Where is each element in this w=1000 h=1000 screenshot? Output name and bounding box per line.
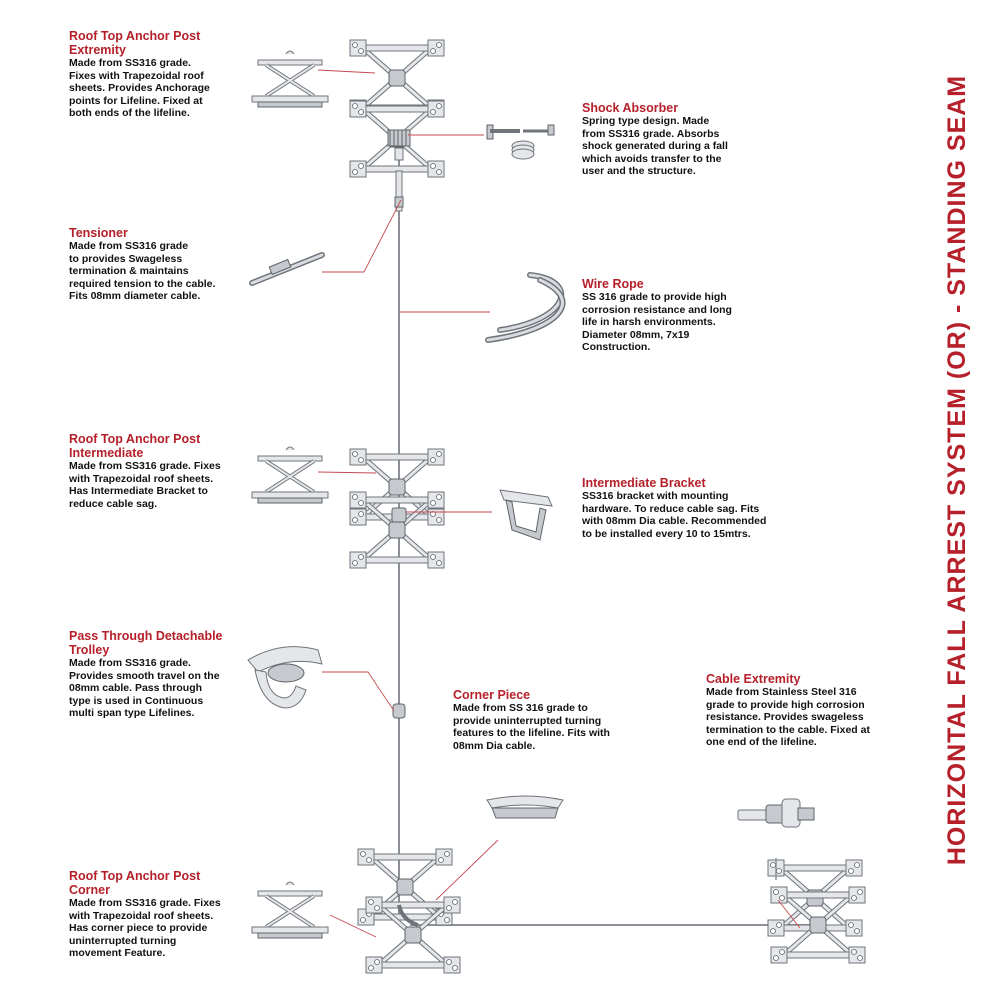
trolley-title-line2: Trolley xyxy=(69,643,110,657)
wire-rope-text-line: Construction. xyxy=(582,341,651,354)
cable-extremity-text-line: resistance. Provides swageless xyxy=(706,711,864,724)
vertical-page-title: HORIZONTAL FALL ARREST SYSTEM (OR) - STANDING SEAM xyxy=(943,74,971,866)
corner-piece-text-line: Made from SS 316 grade to xyxy=(453,702,588,714)
corner-post-lower-view xyxy=(366,897,460,973)
extremity-post-title-line2: Extremity xyxy=(69,43,126,57)
intermediate-post-title-line1: Roof Top Anchor Post xyxy=(69,432,201,446)
cable-extremity-text-line: Made from Stainless Steel 316 xyxy=(706,686,857,698)
wire-rope-text-line: corrosion resistance and long xyxy=(582,303,732,316)
trolley-text-line: Made from SS316 grade. xyxy=(69,657,191,669)
corner-post-text-line: Made from SS316 grade. Fixes xyxy=(69,897,221,909)
leader-tensioner xyxy=(322,200,401,272)
trolley-text-line: type is used in Continuous xyxy=(69,694,204,707)
shock-absorber-text-line: user and the structure. xyxy=(582,165,696,178)
intermediate-bracket-inline xyxy=(392,508,406,522)
wire-rope-title: Wire Rope xyxy=(582,277,644,291)
intermediate-post-text-line: reduce cable sag. xyxy=(69,497,158,510)
intermediate-bracket-text-line: to be installed every 10 to 15mtrs. xyxy=(582,527,751,540)
corner-post-text-line: uninterrupted turning xyxy=(69,934,177,947)
tensioner-title: Tensioner xyxy=(69,226,128,240)
wire-rope-text-line: life in harsh environments. xyxy=(582,316,716,329)
shock-absorber-picture xyxy=(487,125,554,159)
shock-absorber-text-line: Spring type design. Made xyxy=(582,115,710,127)
trolley-inline xyxy=(393,704,405,718)
extremity-post-text-line: points for Lifeline. Fixed at xyxy=(69,94,203,107)
cable-extremity-text-line: grade to provide high corrosion xyxy=(706,698,865,711)
shock-absorber-text-line: shock generated during a fall xyxy=(582,140,728,153)
corner-post-title-line1: Roof Top Anchor Post xyxy=(69,869,201,883)
wire-rope-text-line: SS 316 grade to provide high xyxy=(582,291,727,303)
corner-piece-description xyxy=(453,688,653,752)
cable-extremity-title: Cable Extremity xyxy=(706,672,801,686)
corner-post-description xyxy=(69,869,269,960)
tensioner-description xyxy=(69,226,269,303)
leader-intermediate-post xyxy=(318,472,376,473)
trolley-title-line1: Pass Through Detachable xyxy=(69,629,223,643)
intermediate-bracket-text-line: with 08mm Dia cable. Recommended xyxy=(582,515,767,528)
shock-absorber-inline xyxy=(388,130,410,160)
extremity-post-text-line: Fixes with Trapezoidal roof xyxy=(69,69,204,82)
intermediate-post-title-line2: Intermediate xyxy=(69,446,144,460)
tensioner-text-line: Made from SS316 grade xyxy=(69,240,189,252)
wire-rope-text-line: Diameter 08mm, 7x19 xyxy=(582,328,690,341)
corner-post-text-line: movement Feature. xyxy=(69,947,166,960)
extremity-post-description xyxy=(69,29,269,120)
intermediate-bracket-text-line: hardware. To reduce cable sag. Fits xyxy=(582,502,760,515)
tensioner-inline xyxy=(395,171,403,211)
leader-trolley xyxy=(322,672,394,711)
tensioner-text-line: Fits 08mm diameter cable. xyxy=(69,290,201,303)
extremity-post-title-line1: Roof Top Anchor Post xyxy=(69,29,201,43)
corner-piece-text-line: provide uninterrupted turning xyxy=(453,714,602,727)
cable-extremity-text-line: termination to the cable. Fixed at xyxy=(706,723,870,736)
intermediate-post-text-line: with Trapezoidal roof sheets. xyxy=(69,472,214,485)
intermediate-bracket-text-line: SS316 bracket with mounting xyxy=(582,490,729,502)
tensioner-text-line: to provides Swageless xyxy=(69,252,183,265)
shock-absorber-text-line: from SS316 grade. Absorbs xyxy=(582,127,720,140)
corner-piece-text-line: 08mm Dia cable. xyxy=(453,739,536,752)
shock-absorber-text-line: which avoids transfer to the xyxy=(582,152,722,165)
cable-extremity-text-line: one end of the lifeline. xyxy=(706,736,817,749)
trolley-text-line: multi span type Lifelines. xyxy=(69,707,195,720)
wire-rope-picture xyxy=(488,275,563,340)
intermediate-post-lower-view xyxy=(350,492,444,568)
corner-piece-text-line: features to the lifeline. Fits with xyxy=(453,727,610,740)
corner-piece-picture xyxy=(487,796,563,818)
cable-extremity-picture xyxy=(738,799,814,827)
tensioner-text-line: required tension to the cable. xyxy=(69,277,216,290)
leader-extremity-post xyxy=(318,70,375,73)
extremity-post-text-line: sheets. Provides Anchorage xyxy=(69,82,210,95)
trolley-text-line: Provides smooth travel on the xyxy=(69,669,220,682)
intermediate-bracket-picture xyxy=(500,490,552,540)
extremity-post-text-line: both ends of the lifeline. xyxy=(69,107,190,120)
corner-post-text-line: with Trapezoidal roof sheets. xyxy=(69,909,214,922)
trolley-text-line: 08mm cable. Pass through xyxy=(69,682,203,695)
intermediate-post-text-line: Made from SS316 grade. Fixes xyxy=(69,460,221,472)
intermediate-bracket-description xyxy=(582,476,812,540)
intermediate-post-text-line: Has Intermediate Bracket to xyxy=(69,485,208,498)
intermediate-bracket-title: Intermediate Bracket xyxy=(582,476,706,490)
wire-rope-description xyxy=(582,277,782,354)
tensioner-text-line: termination & maintains xyxy=(69,265,189,278)
shock-absorber-title: Shock Absorber xyxy=(582,101,679,115)
extremity-post-text-line: Made from SS316 grade. xyxy=(69,57,191,69)
corner-post-title-line2: Corner xyxy=(69,883,110,897)
intermediate-post-description xyxy=(69,432,269,510)
trolley-description xyxy=(69,629,269,720)
cable-extremity-description xyxy=(706,672,916,749)
corner-piece-title: Corner Piece xyxy=(453,688,531,702)
shock-absorber-description xyxy=(582,101,782,178)
corner-post-text-line: Has corner piece to provide xyxy=(69,922,208,935)
